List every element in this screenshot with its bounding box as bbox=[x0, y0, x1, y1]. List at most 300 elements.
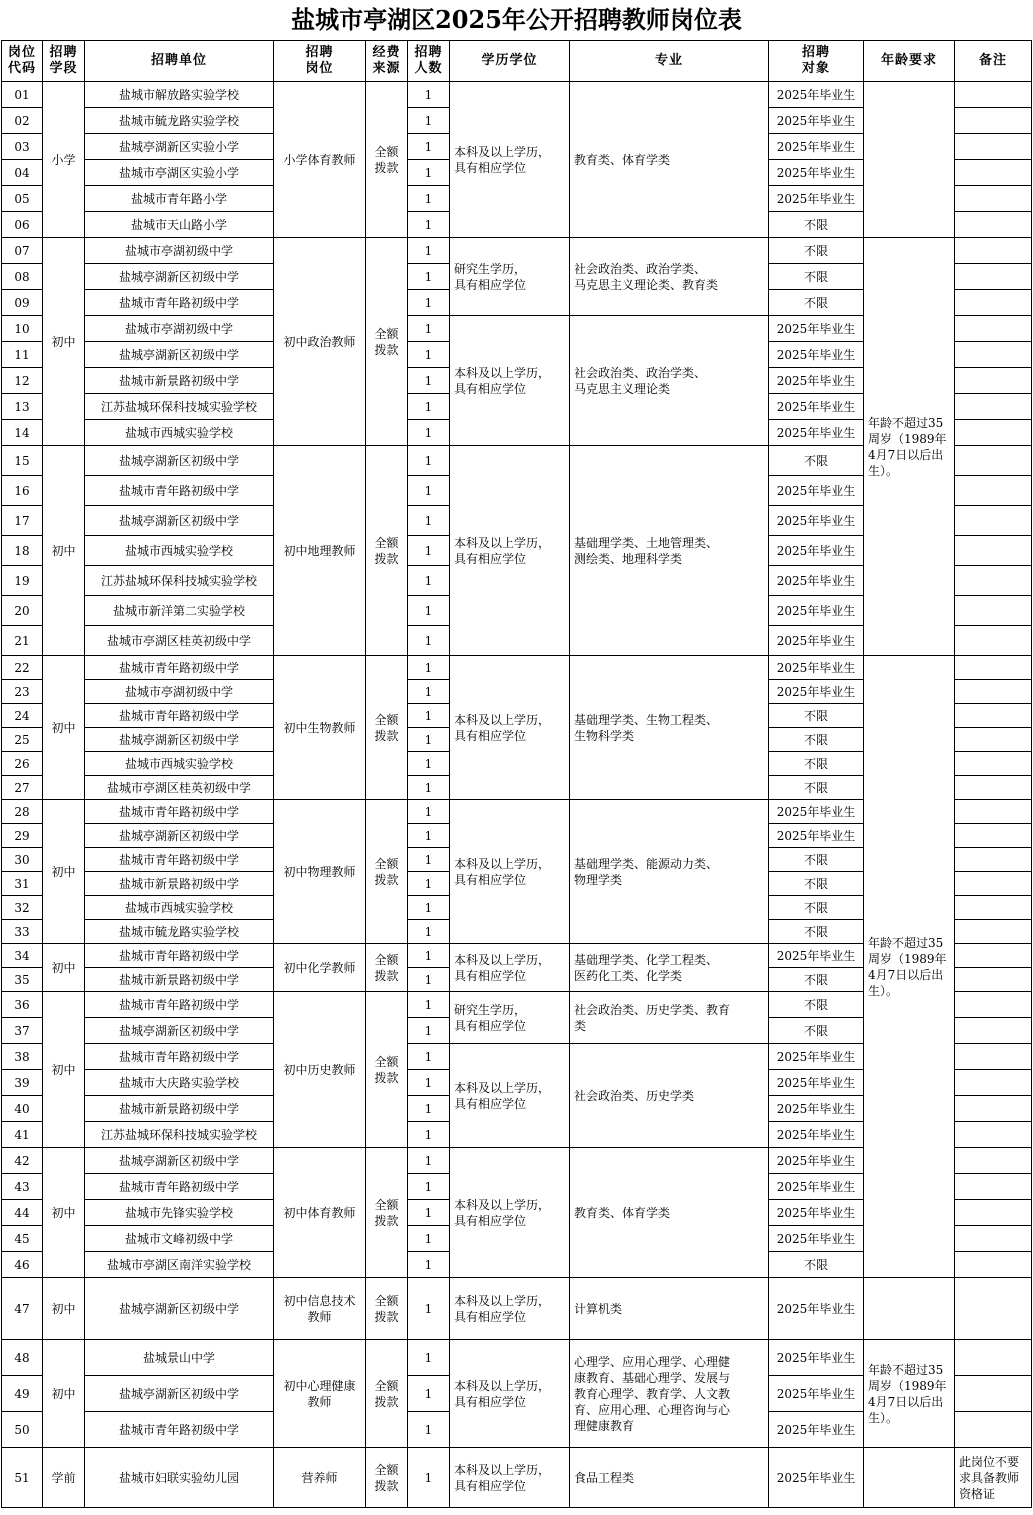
target-cell: 2025年毕业生 bbox=[769, 1148, 864, 1174]
unit-cell: 盐城景山中学 bbox=[85, 1340, 274, 1376]
note-cell: 此岗位不要 求具备教师 资格证 bbox=[955, 1448, 1032, 1508]
unit-cell: 盐城市西城实验学校 bbox=[85, 752, 274, 776]
post-code-cell: 43 bbox=[1, 1174, 43, 1200]
post-code-cell: 45 bbox=[1, 1226, 43, 1252]
target-cell: 2025年毕业生 bbox=[769, 800, 864, 824]
target-cell: 不限 bbox=[769, 290, 864, 316]
target-cell: 2025年毕业生 bbox=[769, 134, 864, 160]
unit-cell: 盐城市青年路初级中学 bbox=[85, 1412, 274, 1448]
count-cell: 1 bbox=[408, 1148, 450, 1174]
count-cell: 1 bbox=[408, 1174, 450, 1200]
unit-cell: 盐城亭湖新区初级中学 bbox=[85, 1278, 274, 1340]
target-cell: 不限 bbox=[769, 752, 864, 776]
target-cell: 2025年毕业生 bbox=[769, 1200, 864, 1226]
target-cell: 不限 bbox=[769, 872, 864, 896]
count-cell: 1 bbox=[408, 1448, 450, 1508]
note-cell bbox=[955, 656, 1032, 680]
post-code-cell: 22 bbox=[1, 656, 43, 680]
header-age: 年龄要求 bbox=[864, 40, 955, 82]
unit-cell: 盐城市亭湖区桂英初级中学 bbox=[85, 776, 274, 800]
unit-cell: 盐城市新洋第二实验学校 bbox=[85, 596, 274, 626]
count-cell: 1 bbox=[408, 1252, 450, 1278]
post-code-cell: 10 bbox=[1, 316, 43, 342]
note-cell bbox=[955, 1174, 1032, 1200]
count-cell: 1 bbox=[408, 506, 450, 536]
note-cell bbox=[955, 848, 1032, 872]
target-cell: 2025年毕业生 bbox=[769, 506, 864, 536]
unit-cell: 盐城市文峰初级中学 bbox=[85, 1226, 274, 1252]
count-cell: 1 bbox=[408, 848, 450, 872]
count-cell: 1 bbox=[408, 800, 450, 824]
target-cell: 2025年毕业生 bbox=[769, 1412, 864, 1448]
funding-cell: 全额 拨款 bbox=[366, 992, 408, 1148]
count-cell: 1 bbox=[408, 968, 450, 992]
major-cell: 食品工程类 bbox=[570, 1448, 769, 1508]
count-cell: 1 bbox=[408, 290, 450, 316]
note-cell bbox=[955, 1252, 1032, 1278]
stage-cell: 学前 bbox=[43, 1448, 85, 1508]
target-cell: 2025年毕业生 bbox=[769, 420, 864, 446]
education-cell: 本科及以上学历， 具有相应学位 bbox=[450, 944, 570, 992]
count-cell: 1 bbox=[408, 626, 450, 656]
unit-cell: 江苏盐城环保科技城实验学校 bbox=[85, 1122, 274, 1148]
target-cell: 不限 bbox=[769, 776, 864, 800]
post-code-cell: 49 bbox=[1, 1376, 43, 1412]
unit-cell: 盐城市青年路初级中学 bbox=[85, 800, 274, 824]
count-cell: 1 bbox=[408, 446, 450, 476]
post-code-cell: 36 bbox=[1, 992, 43, 1018]
note-cell bbox=[955, 420, 1032, 446]
post-code-cell: 42 bbox=[1, 1148, 43, 1174]
unit-cell: 盐城市青年路初级中学 bbox=[85, 1044, 274, 1070]
education-cell: 本科及以上学历， 具有相应学位 bbox=[450, 1448, 570, 1508]
target-cell: 2025年毕业生 bbox=[769, 536, 864, 566]
post-cell: 初中信息技术 教师 bbox=[274, 1278, 366, 1340]
post-code-cell: 17 bbox=[1, 506, 43, 536]
count-cell: 1 bbox=[408, 872, 450, 896]
count-cell: 1 bbox=[408, 896, 450, 920]
post-code-cell: 23 bbox=[1, 680, 43, 704]
major-cell: 计算机类 bbox=[570, 1278, 769, 1340]
target-cell: 2025年毕业生 bbox=[769, 160, 864, 186]
post-cell: 初中心理健康 教师 bbox=[274, 1340, 366, 1448]
header-unit: 招聘单位 bbox=[85, 40, 274, 82]
target-cell: 2025年毕业生 bbox=[769, 1044, 864, 1070]
target-cell: 2025年毕业生 bbox=[769, 680, 864, 704]
education-cell: 本科及以上学历， 具有相应学位 bbox=[450, 316, 570, 446]
major-cell: 社会政治类、历史学类 bbox=[570, 1044, 769, 1148]
funding-cell: 全额 拨款 bbox=[366, 656, 408, 800]
target-cell: 不限 bbox=[769, 848, 864, 872]
stage-cell: 初中 bbox=[43, 992, 85, 1148]
stage-cell: 初中 bbox=[43, 656, 85, 800]
age-cell: 年龄不超过35 周岁（1989年 4月7日以后出 生）。 bbox=[864, 1340, 955, 1448]
post-code-cell: 08 bbox=[1, 264, 43, 290]
stage-cell: 初中 bbox=[43, 800, 85, 944]
note-cell bbox=[955, 1376, 1032, 1412]
unit-cell: 盐城市亭湖区实验小学 bbox=[85, 160, 274, 186]
target-cell: 不限 bbox=[769, 446, 864, 476]
post-code-cell: 50 bbox=[1, 1412, 43, 1448]
unit-cell: 盐城亭湖新区实验小学 bbox=[85, 134, 274, 160]
header-post-code: 岗位 代码 bbox=[1, 40, 43, 82]
target-cell: 2025年毕业生 bbox=[769, 82, 864, 108]
stage-cell: 初中 bbox=[43, 1340, 85, 1448]
age-cell bbox=[864, 82, 955, 238]
post-code-cell: 28 bbox=[1, 800, 43, 824]
note-cell bbox=[955, 1226, 1032, 1252]
funding-cell: 全额 拨款 bbox=[366, 1340, 408, 1448]
post-code-cell: 18 bbox=[1, 536, 43, 566]
post-code-cell: 12 bbox=[1, 368, 43, 394]
unit-cell: 盐城亭湖新区初级中学 bbox=[85, 728, 274, 752]
count-cell: 1 bbox=[408, 704, 450, 728]
count-cell: 1 bbox=[408, 728, 450, 752]
count-cell: 1 bbox=[408, 824, 450, 848]
count-cell: 1 bbox=[408, 238, 450, 264]
target-cell: 2025年毕业生 bbox=[769, 1226, 864, 1252]
target-cell: 2025年毕业生 bbox=[769, 656, 864, 680]
unit-cell: 盐城市青年路初级中学 bbox=[85, 1174, 274, 1200]
target-cell: 2025年毕业生 bbox=[769, 476, 864, 506]
funding-cell: 全额 拨款 bbox=[366, 1278, 408, 1340]
education-cell: 本科及以上学历， 具有相应学位 bbox=[450, 1044, 570, 1148]
unit-cell: 盐城市毓龙路实验学校 bbox=[85, 108, 274, 134]
unit-cell: 盐城市大庆路实验学校 bbox=[85, 1070, 274, 1096]
note-cell bbox=[955, 596, 1032, 626]
note-cell bbox=[955, 186, 1032, 212]
count-cell: 1 bbox=[408, 1412, 450, 1448]
target-cell: 不限 bbox=[769, 264, 864, 290]
post-cell: 小学体育教师 bbox=[274, 82, 366, 238]
unit-cell: 盐城市青年路初级中学 bbox=[85, 290, 274, 316]
count-cell: 1 bbox=[408, 186, 450, 212]
count-cell: 1 bbox=[408, 1096, 450, 1122]
unit-cell: 江苏盐城环保科技城实验学校 bbox=[85, 394, 274, 420]
note-cell bbox=[955, 728, 1032, 752]
unit-cell: 盐城市西城实验学校 bbox=[85, 420, 274, 446]
target-cell: 不限 bbox=[769, 1252, 864, 1278]
note-cell bbox=[955, 446, 1032, 476]
note-cell bbox=[955, 368, 1032, 394]
unit-cell: 盐城亭湖新区初级中学 bbox=[85, 342, 274, 368]
funding-cell: 全额 拨款 bbox=[366, 944, 408, 992]
post-cell: 初中政治教师 bbox=[274, 238, 366, 446]
post-code-cell: 25 bbox=[1, 728, 43, 752]
post-code-cell: 02 bbox=[1, 108, 43, 134]
note-cell bbox=[955, 800, 1032, 824]
target-cell: 2025年毕业生 bbox=[769, 394, 864, 420]
funding-cell: 全额 拨款 bbox=[366, 446, 408, 656]
page-title: 盐城市亭湖区2025年公开招聘教师岗位表 bbox=[291, 5, 742, 34]
note-cell bbox=[955, 108, 1032, 134]
count-cell: 1 bbox=[408, 776, 450, 800]
unit-cell: 盐城市亭湖区南洋实验学校 bbox=[85, 1252, 274, 1278]
post-code-cell: 13 bbox=[1, 394, 43, 420]
count-cell: 1 bbox=[408, 82, 450, 108]
note-cell bbox=[955, 1018, 1032, 1044]
stage-cell: 初中 bbox=[43, 1278, 85, 1340]
note-cell bbox=[955, 536, 1032, 566]
post-code-cell: 07 bbox=[1, 238, 43, 264]
note-cell bbox=[955, 506, 1032, 536]
target-cell: 不限 bbox=[769, 238, 864, 264]
post-cell: 营养师 bbox=[274, 1448, 366, 1508]
education-cell: 本科及以上学历， 具有相应学位 bbox=[450, 1278, 570, 1340]
count-cell: 1 bbox=[408, 212, 450, 238]
unit-cell: 盐城亭湖新区初级中学 bbox=[85, 1148, 274, 1174]
education-cell: 本科及以上学历， 具有相应学位 bbox=[450, 82, 570, 238]
unit-cell: 盐城亭湖新区初级中学 bbox=[85, 446, 274, 476]
unit-cell: 盐城市西城实验学校 bbox=[85, 536, 274, 566]
post-cell: 初中生物教师 bbox=[274, 656, 366, 800]
unit-cell: 盐城亭湖新区初级中学 bbox=[85, 264, 274, 290]
post-code-cell: 44 bbox=[1, 1200, 43, 1226]
post-code-cell: 09 bbox=[1, 290, 43, 316]
funding-cell: 全额 拨款 bbox=[366, 1148, 408, 1278]
unit-cell: 盐城市新景路初级中学 bbox=[85, 368, 274, 394]
note-cell bbox=[955, 238, 1032, 264]
post-code-cell: 11 bbox=[1, 342, 43, 368]
funding-cell: 全额 拨款 bbox=[366, 800, 408, 944]
note-cell bbox=[955, 776, 1032, 800]
note-cell bbox=[955, 212, 1032, 238]
unit-cell: 盐城市新景路初级中学 bbox=[85, 968, 274, 992]
education-cell: 研究生学历， 具有相应学位 bbox=[450, 992, 570, 1044]
header-stage: 招聘 学段 bbox=[43, 40, 85, 82]
count-cell: 1 bbox=[408, 920, 450, 944]
education-cell: 本科及以上学历， 具有相应学位 bbox=[450, 1340, 570, 1448]
note-cell bbox=[955, 944, 1032, 968]
note-cell bbox=[955, 316, 1032, 342]
header-target: 招聘 对象 bbox=[769, 40, 864, 82]
note-cell bbox=[955, 160, 1032, 186]
count-cell: 1 bbox=[408, 992, 450, 1018]
note-cell bbox=[955, 1278, 1032, 1340]
count-cell: 1 bbox=[408, 680, 450, 704]
education-cell: 研究生学历， 具有相应学位 bbox=[450, 238, 570, 316]
unit-cell: 盐城市青年路初级中学 bbox=[85, 656, 274, 680]
post-cell: 初中地理教师 bbox=[274, 446, 366, 656]
post-code-cell: 15 bbox=[1, 446, 43, 476]
age-cell: 年龄不超过35 周岁（1989年 4月7日以后出 生）。 bbox=[864, 238, 955, 656]
recruitment-table bbox=[1, 40, 1032, 1514]
post-code-cell: 26 bbox=[1, 752, 43, 776]
age-cell bbox=[864, 1278, 955, 1340]
target-cell: 2025年毕业生 bbox=[769, 1340, 864, 1376]
education-cell: 本科及以上学历， 具有相应学位 bbox=[450, 1148, 570, 1278]
stage-cell: 初中 bbox=[43, 238, 85, 446]
education-cell: 本科及以上学历， 具有相应学位 bbox=[450, 800, 570, 944]
target-cell: 不限 bbox=[769, 728, 864, 752]
unit-cell: 盐城市解放路实验学校 bbox=[85, 82, 274, 108]
post-code-cell: 14 bbox=[1, 420, 43, 446]
unit-cell: 盐城亭湖新区初级中学 bbox=[85, 506, 274, 536]
count-cell: 1 bbox=[408, 1278, 450, 1340]
target-cell: 不限 bbox=[769, 212, 864, 238]
count-cell: 1 bbox=[408, 420, 450, 446]
count-cell: 1 bbox=[408, 264, 450, 290]
unit-cell: 盐城市青年路小学 bbox=[85, 186, 274, 212]
target-cell: 不限 bbox=[769, 1018, 864, 1044]
post-code-cell: 48 bbox=[1, 1340, 43, 1376]
note-cell bbox=[955, 626, 1032, 656]
funding-cell: 全额 拨款 bbox=[366, 1448, 408, 1508]
note-cell bbox=[955, 1412, 1032, 1448]
unit-cell: 盐城亭湖新区初级中学 bbox=[85, 1376, 274, 1412]
target-cell: 不限 bbox=[769, 968, 864, 992]
post-code-cell: 24 bbox=[1, 704, 43, 728]
major-cell: 心理学、应用心理学、心理健 康教育、基础心理学、发展与 教育心理学、教育学、人文教 育、应用心理、心理咨询与心 理健康教育 bbox=[570, 1340, 769, 1448]
target-cell: 不限 bbox=[769, 896, 864, 920]
funding-cell: 全额 拨款 bbox=[366, 82, 408, 238]
count-cell: 1 bbox=[408, 596, 450, 626]
target-cell: 2025年毕业生 bbox=[769, 566, 864, 596]
header-education: 学历学位 bbox=[450, 40, 570, 82]
target-cell: 2025年毕业生 bbox=[769, 186, 864, 212]
note-cell bbox=[955, 704, 1032, 728]
stage-cell: 初中 bbox=[43, 944, 85, 992]
note-cell bbox=[955, 1340, 1032, 1376]
count-cell: 1 bbox=[408, 160, 450, 186]
post-code-cell: 31 bbox=[1, 872, 43, 896]
count-cell: 1 bbox=[408, 656, 450, 680]
major-cell: 基础理学类、能源动力类、 物理学类 bbox=[570, 800, 769, 944]
target-cell: 2025年毕业生 bbox=[769, 368, 864, 394]
unit-cell: 盐城市青年路初级中学 bbox=[85, 992, 274, 1018]
note-cell bbox=[955, 680, 1032, 704]
unit-cell: 盐城市新景路初级中学 bbox=[85, 1096, 274, 1122]
note-cell bbox=[955, 134, 1032, 160]
header-note: 备注 bbox=[955, 40, 1032, 82]
target-cell: 2025年毕业生 bbox=[769, 1376, 864, 1412]
age-cell: 年龄不超过35 周岁（1989年 4月7日以后出 生）。 bbox=[864, 656, 955, 1278]
post-code-cell: 32 bbox=[1, 896, 43, 920]
major-cell: 社会政治类、历史学类、教育 类 bbox=[570, 992, 769, 1044]
target-cell: 2025年毕业生 bbox=[769, 944, 864, 968]
major-cell: 教育类、体育学类 bbox=[570, 82, 769, 238]
header-major: 专业 bbox=[570, 40, 769, 82]
note-cell bbox=[955, 290, 1032, 316]
target-cell: 2025年毕业生 bbox=[769, 1122, 864, 1148]
major-cell: 社会政治类、政治学类、 马克思主义理论类 bbox=[570, 316, 769, 446]
post-code-cell: 40 bbox=[1, 1096, 43, 1122]
education-cell: 本科及以上学历， 具有相应学位 bbox=[450, 446, 570, 656]
unit-cell: 盐城市先锋实验学校 bbox=[85, 1200, 274, 1226]
unit-cell: 盐城市天山路小学 bbox=[85, 212, 274, 238]
count-cell: 1 bbox=[408, 1340, 450, 1376]
count-cell: 1 bbox=[408, 1122, 450, 1148]
note-cell bbox=[955, 824, 1032, 848]
major-cell: 基础理学类、生物工程类、 生物科学类 bbox=[570, 656, 769, 800]
unit-cell: 盐城市毓龙路实验学校 bbox=[85, 920, 274, 944]
note-cell bbox=[955, 968, 1032, 992]
major-cell: 教育类、体育学类 bbox=[570, 1148, 769, 1278]
post-code-cell: 47 bbox=[1, 1278, 43, 1340]
note-cell bbox=[955, 992, 1032, 1018]
count-cell: 1 bbox=[408, 1376, 450, 1412]
stage-cell: 初中 bbox=[43, 446, 85, 656]
post-code-cell: 46 bbox=[1, 1252, 43, 1278]
note-cell bbox=[955, 342, 1032, 368]
post-code-cell: 05 bbox=[1, 186, 43, 212]
unit-cell: 盐城市青年路初级中学 bbox=[85, 476, 274, 506]
unit-cell: 盐城亭湖新区初级中学 bbox=[85, 1018, 274, 1044]
target-cell: 不限 bbox=[769, 920, 864, 944]
post-code-cell: 20 bbox=[1, 596, 43, 626]
count-cell: 1 bbox=[408, 368, 450, 394]
unit-cell: 盐城市西城实验学校 bbox=[85, 896, 274, 920]
note-cell bbox=[955, 1200, 1032, 1226]
target-cell: 2025年毕业生 bbox=[769, 316, 864, 342]
note-cell bbox=[955, 872, 1032, 896]
note-cell bbox=[955, 82, 1032, 108]
count-cell: 1 bbox=[408, 752, 450, 776]
post-code-cell: 16 bbox=[1, 476, 43, 506]
note-cell bbox=[955, 1044, 1032, 1070]
target-cell: 2025年毕业生 bbox=[769, 342, 864, 368]
count-cell: 1 bbox=[408, 1044, 450, 1070]
header-funding: 经费 来源 bbox=[366, 40, 408, 82]
post-code-cell: 21 bbox=[1, 626, 43, 656]
target-cell: 2025年毕业生 bbox=[769, 596, 864, 626]
count-cell: 1 bbox=[408, 1200, 450, 1226]
post-code-cell: 30 bbox=[1, 848, 43, 872]
unit-cell: 江苏盐城环保科技城实验学校 bbox=[85, 566, 274, 596]
count-cell: 1 bbox=[408, 134, 450, 160]
funding-cell: 全额 拨款 bbox=[366, 238, 408, 446]
target-cell: 2025年毕业生 bbox=[769, 1174, 864, 1200]
major-cell: 基础理学类、土地管理类、 测绘类、地理科学类 bbox=[570, 446, 769, 656]
note-cell bbox=[955, 566, 1032, 596]
major-cell: 基础理学类、化学工程类、 医药化工类、化学类 bbox=[570, 944, 769, 992]
count-cell: 1 bbox=[408, 1226, 450, 1252]
note-cell bbox=[955, 476, 1032, 506]
post-code-cell: 01 bbox=[1, 82, 43, 108]
unit-cell: 盐城市亭湖初级中学 bbox=[85, 680, 274, 704]
header-post: 招聘 岗位 bbox=[274, 40, 366, 82]
target-cell: 不限 bbox=[769, 992, 864, 1018]
unit-cell: 盐城市新景路初级中学 bbox=[85, 872, 274, 896]
count-cell: 1 bbox=[408, 476, 450, 506]
post-code-cell: 39 bbox=[1, 1070, 43, 1096]
target-cell: 2025年毕业生 bbox=[769, 108, 864, 134]
post-code-cell: 34 bbox=[1, 944, 43, 968]
note-cell bbox=[955, 1070, 1032, 1096]
post-code-cell: 35 bbox=[1, 968, 43, 992]
post-code-cell: 51 bbox=[1, 1448, 43, 1508]
post-code-cell: 33 bbox=[1, 920, 43, 944]
count-cell: 1 bbox=[408, 1018, 450, 1044]
target-cell: 不限 bbox=[769, 704, 864, 728]
note-cell bbox=[955, 1122, 1032, 1148]
post-code-cell: 29 bbox=[1, 824, 43, 848]
post-code-cell: 41 bbox=[1, 1122, 43, 1148]
target-cell: 2025年毕业生 bbox=[769, 1278, 864, 1340]
post-code-cell: 37 bbox=[1, 1018, 43, 1044]
target-cell: 2025年毕业生 bbox=[769, 1070, 864, 1096]
count-cell: 1 bbox=[408, 536, 450, 566]
unit-cell: 盐城亭湖新区初级中学 bbox=[85, 824, 274, 848]
target-cell: 2025年毕业生 bbox=[769, 1096, 864, 1122]
note-cell bbox=[955, 1148, 1032, 1174]
post-cell: 初中历史教师 bbox=[274, 992, 366, 1148]
unit-cell: 盐城市亭湖初级中学 bbox=[85, 238, 274, 264]
target-cell: 2025年毕业生 bbox=[769, 824, 864, 848]
major-cell: 社会政治类、政治学类、 马克思主义理论类、教育类 bbox=[570, 238, 769, 316]
count-cell: 1 bbox=[408, 566, 450, 596]
unit-cell: 盐城市青年路初级中学 bbox=[85, 848, 274, 872]
